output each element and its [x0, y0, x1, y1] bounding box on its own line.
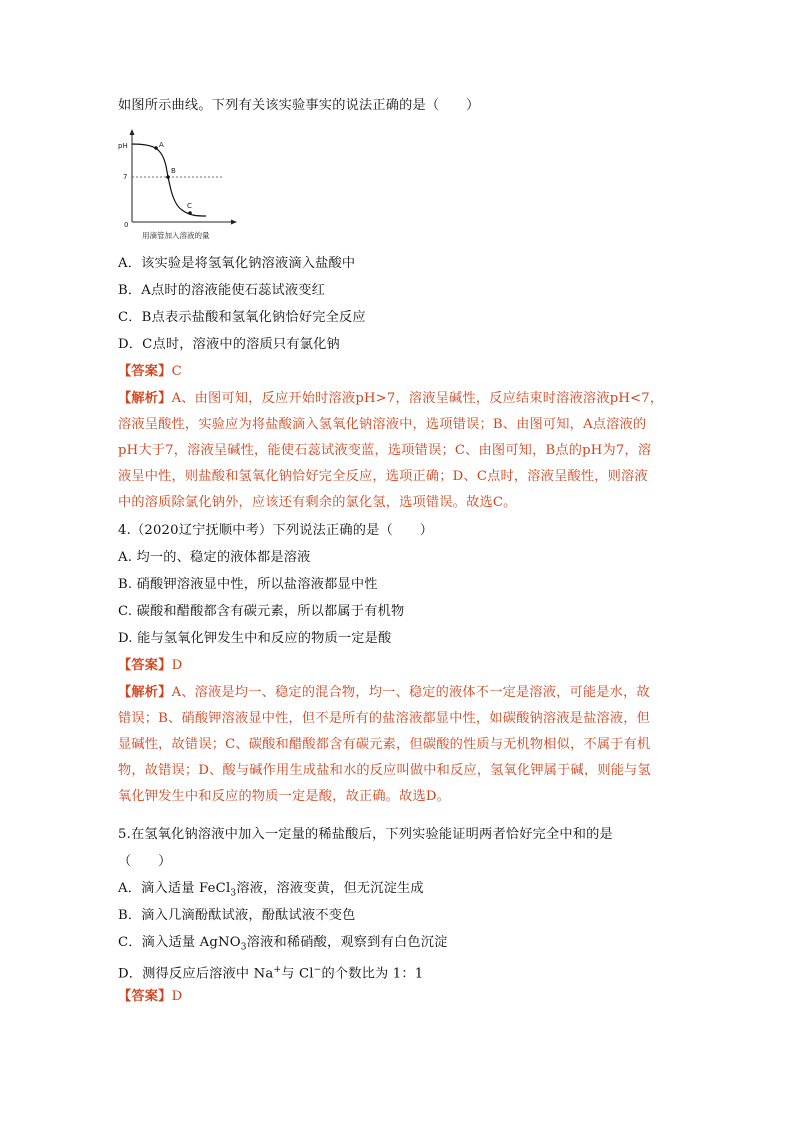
q5-option-a	[118, 880, 678, 903]
q4-option-d: D. 能与氢氧化钾发生中和反应的物质一定是酸	[118, 631, 392, 646]
analysis-text: A、溶液是均一、稳定的混合物，均一、稳定的液体不一定是溶液，可能是水，故	[171, 685, 650, 700]
answer-tag: 【答案】	[118, 658, 172, 673]
option-text: 溶液，溶液变黄，但无沉淀生成	[236, 881, 424, 896]
answer-tag: 【答案】	[118, 989, 172, 1004]
q4-answer	[118, 657, 678, 675]
point-c-marker	[188, 211, 192, 215]
question-4-stem: 4.（2020辽宁抚顺中考）下列说法正确的是（ ）	[118, 523, 434, 538]
q3-option-b: B．A点时的溶液能使石蕊试液变红	[118, 283, 326, 298]
ph-curve-chart	[118, 126, 258, 244]
q4-analysis-line: 错误；B、硝酸钾溶液显中性，但不是所有的盐溶液都显中性，如碳酸钠溶液是盐溶液，但	[118, 711, 650, 726]
q3-option-d: D．C点时，溶液中的溶质只有氯化钠	[118, 337, 340, 352]
x-axis-label: 用滴管加入溶液的量	[142, 231, 210, 240]
q5-option-d	[118, 961, 678, 983]
origin-label: 0	[124, 221, 129, 229]
q4-analysis-line	[118, 684, 678, 702]
q3-option-a: A．该实验是将氢氧化钠溶液滴入盐酸中	[118, 256, 356, 271]
answer-value: C	[171, 364, 182, 379]
analysis-tag: 【解析】	[118, 685, 172, 700]
answer-tag: 【答案】	[118, 364, 172, 379]
ph-curve-svg	[118, 126, 258, 244]
q4-option-a: A. 均一的、稳定的液体都是溶液	[118, 550, 311, 565]
q4-option-c: C. 碳酸和醋酸都含有碳元素，所以都属于有机物	[118, 604, 405, 619]
point-a-marker	[154, 146, 158, 150]
answer-value: D	[171, 989, 183, 1004]
q3-analysis-line: 溶液呈酸性，实验应为将盐酸滴入氢氧化钠溶液中，选项错误；B、由图可知，A点溶液的	[118, 417, 647, 432]
option-text: 与 Cl	[281, 966, 314, 982]
x-axis-arrow	[231, 220, 237, 225]
answer-value: D	[171, 658, 183, 673]
q3-analysis-line: 中的溶质除氯化钠外，应该还有剩余的氯化氢，选项错误。故选C。	[118, 495, 517, 510]
q4-option-b: B. 硝酸钾溶液显中性，所以盐溶液都显中性	[118, 577, 378, 592]
q3-answer	[118, 363, 678, 381]
q3-option-c: C．B点表示盐酸和氢氧化钠恰好完全反应	[118, 310, 366, 325]
q4-analysis-line: 显碱性，故错误；C、碳酸和醋酸都含有碳元素，但碳酸的性质与无机物相似，不属于有机	[118, 737, 651, 752]
y-tick-7: 7	[123, 173, 128, 181]
superscript: −	[313, 965, 322, 975]
option-text: 溶液和稀硝酸，观察到有白色沉淀	[246, 935, 448, 950]
point-c-label: C	[187, 202, 192, 210]
q3-analysis-line: pH大于7，溶液呈碱性，能使石蕊试液变蓝，选项错误；C、由图可知，B点的pH为7，溶	[118, 443, 652, 458]
q5-answer	[118, 988, 678, 1006]
option-text: C．滴入适量 AgNO	[118, 935, 241, 950]
q5-option-c	[118, 934, 678, 957]
question-5-stem-blank: （ ）	[118, 854, 172, 869]
subscript: 3	[240, 942, 247, 953]
point-b-marker	[166, 175, 170, 179]
option-text: 的个数比为 1：1	[321, 966, 424, 982]
q4-analysis-line: 氧化钾发生中和反应的物质一定是酸，故正确。故选D。	[118, 789, 451, 804]
y-axis-label: pH	[118, 142, 128, 150]
q3-analysis-line: 液呈中性，则盐酸和氢氧化钠恰好完全反应，选项正确；D、C点时，溶液呈酸性，则溶液	[118, 469, 648, 484]
y-axis-arrow	[130, 129, 135, 135]
ph-curve	[132, 144, 206, 216]
q3-analysis-line	[118, 390, 678, 408]
option-text: D．测得反应后溶液中 Na	[118, 966, 274, 982]
subscript: 3	[230, 888, 237, 899]
q4-analysis-line: 物，故错误；D、酸与碱作用生成盐和水的反应叫做中和反应，氢氧化钾属于碱，则能与氢	[118, 763, 651, 778]
question-3-stem: 如图所示曲线。下列有关该实验事实的说法正确的是（ ）	[118, 98, 480, 113]
question-5-stem: 5.在氢氧化钠溶液中加入一定量的稀盐酸后，下列实验能证明两者恰好完全中和的是	[118, 827, 613, 842]
point-a-label: A	[159, 141, 164, 149]
analysis-tag: 【解析】	[118, 391, 172, 406]
point-b-label: B	[171, 167, 176, 175]
q5-option-b: B．滴入几滴酚酞试液，酚酞试液不变色	[118, 908, 356, 923]
superscript: +	[273, 965, 282, 975]
option-text: A．滴入适量 FeCl	[118, 881, 231, 896]
analysis-text: A、由图可知，反应开始时溶液pH>7，溶液呈碱性，反应结束时溶液溶液pH<7，	[171, 391, 664, 406]
